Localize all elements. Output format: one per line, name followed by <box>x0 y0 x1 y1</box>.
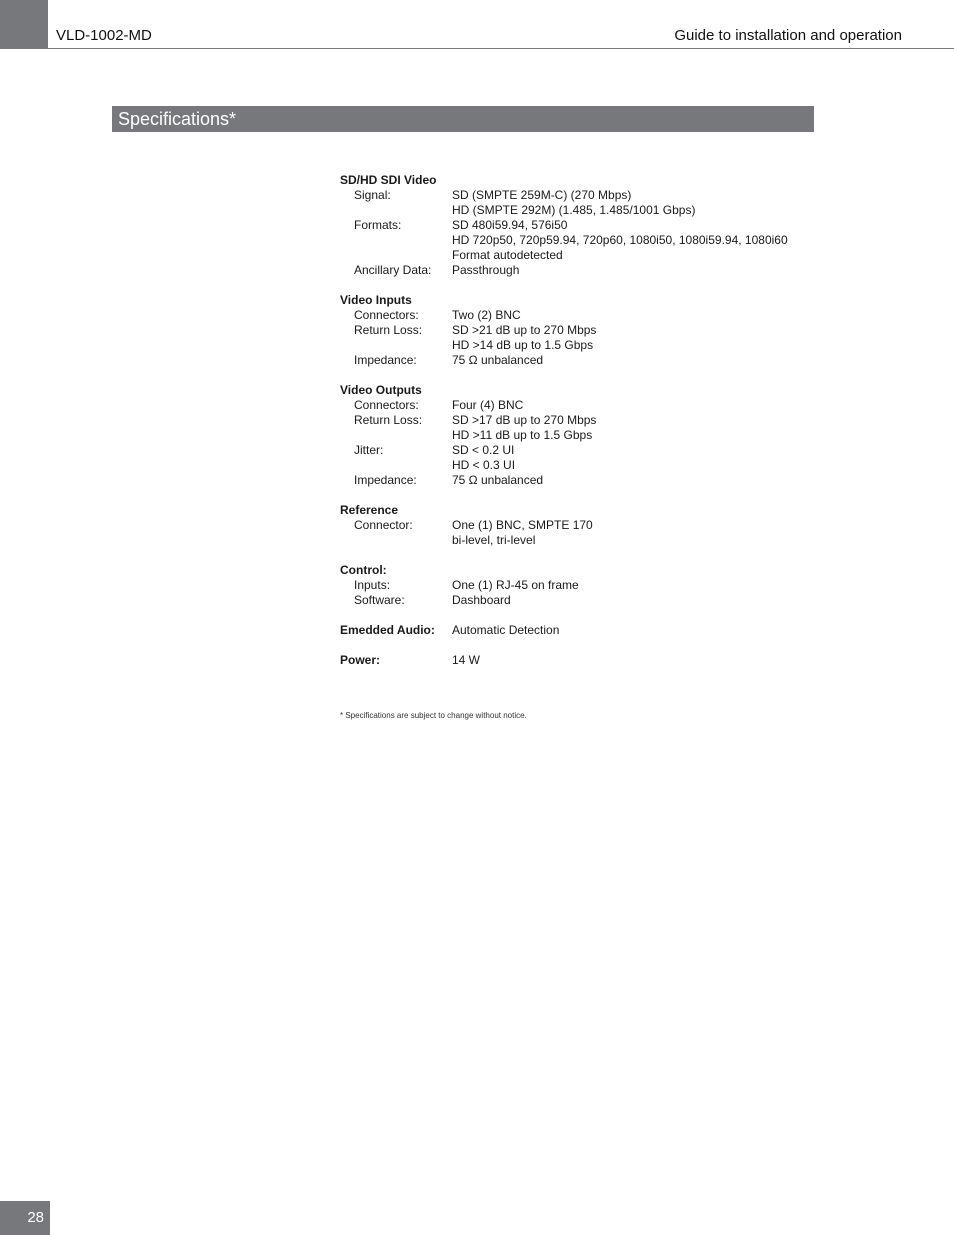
spec-label: Connectors: <box>354 398 419 412</box>
spec-value: Dashboard <box>452 593 511 607</box>
spec-row <box>340 263 788 278</box>
spec-group-reference <box>340 503 788 548</box>
spec-row <box>340 653 788 668</box>
header-guide-title: Guide to installation and operation <box>674 27 902 44</box>
spec-label: Signal: <box>354 188 391 202</box>
spec-row <box>340 518 788 548</box>
page-number-block <box>0 1201 50 1235</box>
spec-group-title: Reference <box>340 503 399 517</box>
spec-label: Ancillary Data: <box>354 263 432 277</box>
spec-row <box>340 353 788 368</box>
spec-value: Automatic Detection <box>452 623 560 637</box>
spec-row <box>340 443 788 473</box>
spec-value: HD < 0.3 UI <box>452 458 516 472</box>
spec-value: SD >21 dB up to 270 Mbps <box>452 323 597 337</box>
spec-group-video-outputs <box>340 383 788 488</box>
spec-value: HD (SMPTE 292M) (1.485, 1.485/1001 Gbps) <box>452 203 696 217</box>
spec-value: One (1) BNC, SMPTE 170 <box>452 518 593 532</box>
spec-value: 75 Ω unbalanced <box>452 473 544 487</box>
spec-value: bi-level, tri-level <box>452 533 536 547</box>
spec-value: Passthrough <box>452 263 520 277</box>
spec-row <box>340 623 788 638</box>
spec-value: SD >17 dB up to 270 Mbps <box>452 413 597 427</box>
spec-group-power <box>340 653 788 668</box>
spec-row <box>340 308 788 323</box>
spec-label: Power: <box>340 653 381 667</box>
spec-label: Impedance: <box>354 473 417 487</box>
spec-value: Four (4) BNC <box>452 398 524 412</box>
spec-label: Connectors: <box>354 308 419 322</box>
spec-label: Inputs: <box>354 578 391 592</box>
spec-value: SD 480i59.94, 576i50 <box>452 218 568 232</box>
spec-value: 14 W <box>452 653 481 667</box>
spec-label: Emedded Audio: <box>340 623 435 637</box>
spec-group-video-inputs <box>340 293 788 368</box>
spec-row <box>340 578 788 593</box>
section-title-bar <box>112 106 814 132</box>
spec-group-control <box>340 563 788 608</box>
spec-row <box>340 413 788 443</box>
spec-label: Formats: <box>354 218 402 232</box>
spec-group-embedded-audio <box>340 623 788 638</box>
page-number: 28 <box>27 1209 44 1226</box>
spec-row <box>340 188 788 218</box>
spec-value: Format autodetected <box>452 248 563 262</box>
spec-group-title: SD/HD SDI Video <box>340 173 437 187</box>
spec-value: HD >11 dB up to 1.5 Gbps <box>452 428 593 442</box>
footnote: * Specifications are subject to change without notice. <box>340 711 527 720</box>
spec-label: Return Loss: <box>354 323 423 337</box>
spec-row <box>340 398 788 413</box>
spec-group-title: Control: <box>340 563 387 577</box>
spec-value: SD < 0.2 UI <box>452 443 515 457</box>
spec-value: HD >14 dB up to 1.5 Gbps <box>452 338 594 352</box>
header-corner-block <box>0 0 48 49</box>
spec-label: Connector: <box>354 518 413 532</box>
section-title: Specifications* <box>118 109 237 129</box>
specifications-list <box>340 173 788 683</box>
spec-value: SD (SMPTE 259M-C) (270 Mbps) <box>452 188 632 202</box>
spec-row <box>340 323 788 353</box>
spec-row <box>340 218 788 263</box>
spec-value: 75 Ω unbalanced <box>452 353 544 367</box>
spec-group-sdi-video <box>340 173 788 278</box>
spec-label: Jitter: <box>354 443 384 457</box>
spec-row <box>340 593 788 608</box>
header-model: VLD-1002-MD <box>56 27 152 44</box>
spec-row <box>340 473 788 488</box>
spec-label: Software: <box>354 593 405 607</box>
spec-value: One (1) RJ-45 on frame <box>452 578 579 592</box>
spec-group-title: Video Inputs <box>340 293 412 307</box>
spec-label: Impedance: <box>354 353 417 367</box>
header-rule <box>48 48 954 49</box>
spec-value: Two (2) BNC <box>452 308 521 322</box>
spec-group-title: Video Outputs <box>340 383 422 397</box>
spec-label: Return Loss: <box>354 413 423 427</box>
spec-value: HD 720p50, 720p59.94, 720p60, 1080i50, 1080i59.94, 1080i60 <box>452 233 788 247</box>
